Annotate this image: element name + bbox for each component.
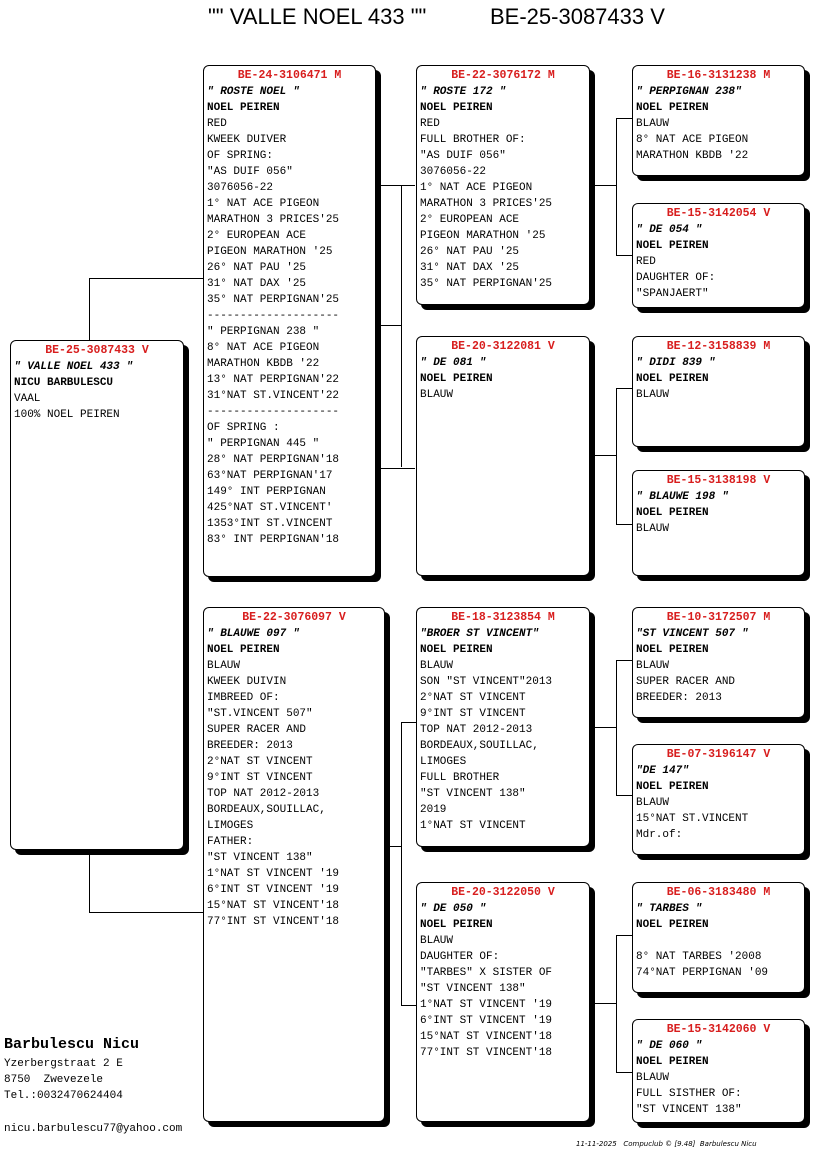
info-line: 13° NAT PERPIGNAN'22 [207,374,340,386]
info-line: 8° NAT ACE PIGEON [207,342,320,354]
ring-number: BE-07-3196147 V [666,748,771,761]
breeder-name: NOEL PEIREN [207,102,280,114]
info-line: 8° NAT ACE PIGEON [636,134,749,146]
info-line: RED [636,256,656,268]
pigeon-name: " BLAUWE 198 " [636,491,729,503]
ring-number: BE-10-3172507 M [666,611,771,624]
connector-dd-bracket [616,935,633,1073]
pigeon-ring-title: BE-25-3087433 V [490,4,665,29]
info-line: KWEEK DUIVER [207,134,287,146]
info-line: OF SPRING: [207,150,274,162]
breeder-name: NOEL PEIREN [636,781,709,793]
pigeon-name: "DE 147" [636,765,689,777]
info-line: 9°INT ST VINCENT [207,772,313,784]
info-line: PIGEON MARATHON '25 [207,246,333,258]
info-line: Mdr.of: [636,829,683,841]
connector-dam-bracket-bottom [401,1005,416,1006]
connector-sd-bracket [616,388,633,525]
connector-dam-stub [385,846,401,847]
info-line: 3076056-22 [207,182,274,194]
ring-number: BE-20-3122050 V [451,886,555,899]
pigeon-card-sdd [632,470,805,576]
ring-number: BE-12-3158839 M [666,340,771,353]
info-line: 1° NAT ACE PIGEON [420,182,533,194]
info-line: LIMOGES [207,820,254,832]
info-line: 35° NAT PERPIGNAN'25 [420,278,553,290]
ring-number: BE-22-3076172 M [451,69,555,82]
info-line: 15°NAT ST VINCENT'18 [420,1031,553,1043]
info-line: MARATHON KBDB '22 [636,150,749,162]
info-line: 63°NAT PERPIGNAN'17 [207,470,333,482]
pedigree-header [0,4,816,34]
pigeon-name: " DE 060 " [636,1040,703,1052]
info-line: 1°NAT ST VINCENT [420,820,526,832]
breeder-name: NOEL PEIREN [636,373,709,385]
ring-number: BE-16-3131238 M [666,69,771,82]
ring-number: BE-20-3122081 V [451,340,555,353]
info-line: 35° NAT PERPIGNAN'25 [207,294,340,306]
pigeon-name: " DE 054 " [636,224,703,236]
pigeon-card-sss [632,65,805,176]
info-line: 1°NAT ST VINCENT '19 [207,868,340,880]
info-line: LIMOGES [420,756,467,768]
info-line: " PERPIGNAN 445 " [207,438,320,450]
pigeon-name: " DE 050 " [420,903,487,915]
info-line: 15°NAT ST VINCENT'18 [207,900,340,912]
info-line: 26° NAT PAU '25 [207,262,307,274]
info-line: 31°NAT ST.VINCENT'22 [207,390,340,402]
owner-email: nicu.barbulescu77@yahoo.com [4,1123,183,1135]
pigeon-name: " TARBES " [636,903,703,915]
info-line: BLAUW [420,935,454,947]
info-line: MARATHON 3 PRICES'25 [420,198,553,210]
info-line: 2019 [420,804,447,816]
info-line: BREEDER: 2013 [636,692,722,704]
info-line: BORDEAUX,SOUILLAC, [420,740,539,752]
info-line: VAAL [14,393,41,405]
pigeon-card-sire-sire [416,65,590,305]
info-line: "ST VINCENT 138" [420,983,526,995]
pigeon-name: "BROER ST VINCENT" [420,628,539,640]
info-line: 77°INT ST VINCENT'18 [420,1047,553,1059]
pigeon-card-sds [632,336,805,447]
info-line: "AS DUIF 056" [207,166,293,178]
separator-line: -------------------- [207,406,340,418]
info-line: FULL BROTHER OF: [420,134,526,146]
info-line: MARATHON KBDB '22 [207,358,320,370]
info-line: 8° NAT TARBES '2008 [636,951,762,963]
pigeon-card-dsd [632,744,805,855]
info-line: SUPER RACER AND [207,724,307,736]
info-line: " PERPIGNAN 238 " [207,326,320,338]
info-line: FULL BROTHER [420,772,500,784]
info-line: 83° INT PERPIGNAN'18 [207,534,340,546]
info-line: BLAUW [420,389,454,401]
info-line: SUPER RACER AND [636,676,736,688]
info-line: DAUGHTER OF: [420,951,500,963]
connector-ss-bracket [616,118,633,256]
breeder-name: NOEL PEIREN [420,102,493,114]
info-line: 1353°INT ST.VINCENT [207,518,333,530]
info-line: 149° INT PERPIGNAN [207,486,326,498]
pigeon-card-dds [632,882,805,993]
owner-city: 8750 Zwevezele [4,1074,104,1086]
info-line: 74°NAT PERPIGNAN '09 [636,967,769,979]
info-line: 9°INT ST VINCENT [420,708,526,720]
info-line: BLAUW [420,660,454,672]
info-line: 28° NAT PERPIGNAN'18 [207,454,340,466]
info-line: "ST VINCENT 138" [207,852,313,864]
info-line: "SPANJAERT" [636,288,709,300]
info-line [636,933,801,949]
breeder-name: NOEL PEIREN [636,644,709,656]
connector-sd-stub [590,455,616,456]
connector-ds-stub [590,727,616,728]
pigeon-card-dss [632,607,805,718]
connector-subject-sire [89,278,204,341]
pigeon-card-subject [10,340,184,850]
info-line: 6°INT ST VINCENT '19 [420,1015,553,1027]
connector-subject-dam [89,850,204,913]
pigeon-name: " ROSTE NOEL " [207,86,300,98]
ring-number: BE-25-3087433 V [45,344,149,357]
info-line: OF SPRING : [207,422,280,434]
pigeon-title: "" VALLE NOEL 433 "" [208,4,427,29]
pigeon-card-ddd [632,1019,805,1123]
pigeon-card-ssd [632,203,805,308]
breeder-name: NOEL PEIREN [636,1056,709,1068]
info-line: 3076056-22 [420,166,487,178]
ring-number: BE-22-3076097 V [242,611,346,624]
info-line: 100% NOEL PEIREN [14,409,120,421]
owner-name: Barbulescu Nicu [4,1036,140,1053]
info-line: 15°NAT ST.VINCENT [636,813,749,825]
info-line: BLAUW [207,660,241,672]
info-line: MARATHON 3 PRICES'25 [207,214,340,226]
info-line: "ST VINCENT 138" [636,1104,742,1116]
info-line: BLAUW [636,523,670,535]
info-line: "ST.VINCENT 507" [207,708,313,720]
connector-ss-stub [590,185,616,186]
pigeon-name: " VALLE NOEL 433 " [14,361,133,373]
info-line: 6°INT ST VINCENT '19 [207,884,340,896]
ring-number: BE-15-3142060 V [666,1023,771,1036]
info-line: 77°INT ST VINCENT'18 [207,916,340,928]
info-line: RED [207,118,227,130]
info-line: BLAUW [636,797,670,809]
pigeon-card-sire-dam [416,336,590,576]
info-line: "ST VINCENT 138" [420,788,526,800]
connector-dam-bracket [401,722,402,1005]
ring-number: BE-15-3142054 V [666,207,771,220]
owner-block [4,1034,139,1104]
info-line: DAUGHTER OF: [636,272,716,284]
info-line: TOP NAT 2012-2013 [207,788,320,800]
breeder-name: NOEL PEIREN [636,240,709,252]
info-line: 31° NAT DAX '25 [207,278,307,290]
info-line: 1°NAT ST VINCENT '19 [420,999,553,1011]
pigeon-card-dam-sire [416,607,590,847]
breeder-name: NICU BARBULESCU [14,377,114,389]
pigeon-name: " BLAUWE 097 " [207,628,300,640]
info-line: 26° NAT PAU '25 [420,246,520,258]
breeder-name: NOEL PEIREN [636,507,709,519]
ring-number: BE-18-3123854 M [451,611,555,624]
info-line: "TARBES" X SISTER OF [420,967,553,979]
info-line: "AS DUIF 056" [420,150,506,162]
info-line: BLAUW [636,118,670,130]
owner-street: Yzerbergstraat 2 E [4,1058,123,1070]
breeder-name: NOEL PEIREN [636,102,709,114]
info-line: FATHER: [207,836,254,848]
info-line: 2°NAT ST VINCENT [207,756,313,768]
pigeon-name: " DE 081 " [420,357,487,369]
info-line: TOP NAT 2012-2013 [420,724,533,736]
separator-line: -------------------- [207,310,340,322]
info-line: BORDEAUX,SOUILLAC, [207,804,326,816]
breeder-name: NOEL PEIREN [207,644,280,656]
info-line: SON "ST VINCENT"2013 [420,676,553,688]
connector-sire-stub [376,325,401,326]
info-line: FULL SISTHER OF: [636,1088,742,1100]
info-line: 31° NAT DAX '25 [420,262,520,274]
connector-sire-parents [376,185,415,469]
info-line: BLAUW [636,1072,670,1084]
info-line: 2° EUROPEAN ACE [207,230,307,242]
connector-dam-parents [385,722,415,1005]
ring-number: BE-15-3138198 V [666,474,771,487]
connector-ds-bracket [616,660,633,796]
breeder-name: NOEL PEIREN [420,373,493,385]
info-line: 425°NAT ST.VINCENT' [207,502,333,514]
info-line: PIGEON MARATHON '25 [420,230,546,242]
info-line: BREEDER: 2013 [207,740,293,752]
pigeon-card-dam-dam [416,882,590,1122]
pigeon-card-dam [203,607,385,1122]
breeder-name: NOEL PEIREN [420,644,493,656]
info-line: RED [420,118,440,130]
pigeon-name: "ST VINCENT 507 " [636,628,749,640]
pigeon-name: " DIDI 839 " [636,357,716,369]
ring-number: BE-06-3183480 M [666,886,771,899]
pigeon-card-sire [203,65,376,577]
info-line: IMBREED OF: [207,692,280,704]
pigeon-name: " PERPIGNAN 238" [636,86,742,98]
info-line: 2° EUROPEAN ACE [420,214,520,226]
connector-dd-stub [590,1003,616,1004]
info-line: KWEEK DUIVIN [207,676,287,688]
footer-credit: 11-11-2025 Compuclub © [9.48] Barbulescu Nicu [576,1140,757,1148]
ring-number: BE-24-3106471 M [237,69,342,82]
breeder-name: NOEL PEIREN [636,919,709,931]
info-line: BLAUW [636,389,670,401]
connector-dam-bracket-top [401,722,416,723]
info-line: 2°NAT ST VINCENT [420,692,526,704]
owner-phone: Tel.:0032470624404 [4,1090,123,1102]
breeder-name: NOEL PEIREN [420,919,493,931]
pigeon-name: " ROSTE 172 " [420,86,506,98]
info-line: 1° NAT ACE PIGEON [207,198,320,210]
connector-sire-bracket [401,185,402,467]
info-line: BLAUW [636,660,670,672]
